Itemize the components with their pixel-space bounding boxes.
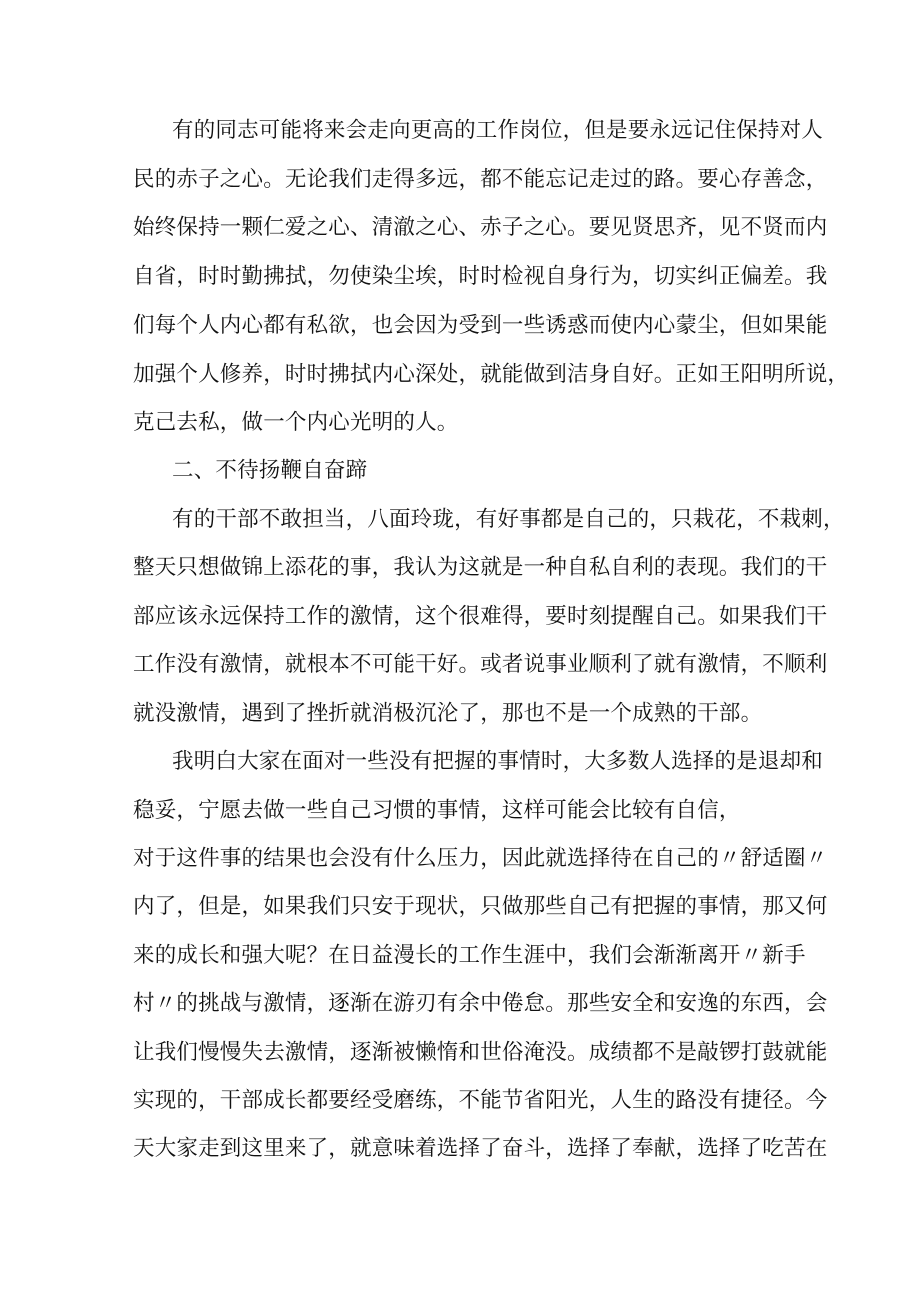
paragraph-3-line-1: 我明白大家在面对一些没有把握的事情时，大多数人选择的是退却和 [172,749,824,774]
paragraph-2-line-4: 工作没有激情，就根本不可能干好。或者说事业顺利了就有激情，不顺利 [133,652,828,677]
paragraph-3-line-3: 对于这件事的结果也会没有什么压力，因此就选择待在自己的〃舒适圈〃 [133,846,828,871]
paragraph-3-line-9: 天大家走到这里来了，就意味着选择了奋斗，选择了奉献，选择了吃苦在 [133,1136,828,1161]
paragraph-3-line-7: 让我们慢慢失去激情，逐渐被懒惰和世俗淹没。成绩都不是敲锣打鼓就能 [133,1040,828,1065]
paragraph-1-line-5: 们每个人内心都有私欲，也会因为受到一些诱惑而使内心蒙尘，但如果能 [133,313,828,338]
paragraph-1-line-4: 自省，时时勤拂拭，勿使染尘埃，时时检视自身行为，切实纠正偏差。我 [133,264,828,289]
paragraph-3-line-2: 稳妥，宁愿去做一些自己习惯的事情，这样可能会比较有自信， [133,798,741,823]
paragraph-2-line-1: 有的干部不敢担当，八面玲珑，有好事都是自己的，只栽花，不栽刺， [172,507,845,532]
paragraph-2-line-3: 部应该永远保持工作的激情，这个很难得，要时刻提醒自己。如果我们干 [133,604,828,629]
paragraph-3-line-8: 实现的，干部成长都要经受磨练，不能节省阳光，人生的路没有捷径。今 [133,1088,828,1113]
paragraph-1-line-2: 民的赤子之心。无论我们走得多远，都不能忘记走过的路。要心存善念， [133,167,828,192]
paragraph-1-line-1: 有的同志可能将来会走向更高的工作岗位，但是要永远记住保持对人 [172,118,824,143]
paragraph-3-line-5: 来的成长和强大呢？在日益漫长的工作生涯中，我们会渐渐离开〃新手 [133,943,806,968]
paragraph-1-line-6: 加强个人修养，时时拂拭内心深处，就能做到洁身自好。正如王阳明所说， [133,362,850,387]
paragraph-3-line-6: 村〃的挑战与激情，逐渐在游刃有余中倦怠。那些安全和安逸的东西，会 [133,991,828,1016]
paragraph-1-line-3: 始终保持一颗仁爱之心、清澈之心、赤子之心。要见贤思齐，见不贤而内 [133,215,828,240]
paragraph-2-line-5: 就没激情，遇到了挫折就消极沉沦了，那也不是一个成熟的干部。 [133,701,763,726]
paragraph-1-line-7: 克己去私，做一个内心光明的人。 [133,410,459,435]
paragraph-2-line-2: 整天只想做锦上添花的事，我认为这就是一种自私自利的表现。我们的干 [133,555,828,580]
section-heading: 二、不待扬鞭自奋蹄 [172,458,368,483]
paragraph-3-line-4: 内了，但是，如果我们只安于现状，只做那些自己有把握的事情，那又何 [133,894,828,919]
